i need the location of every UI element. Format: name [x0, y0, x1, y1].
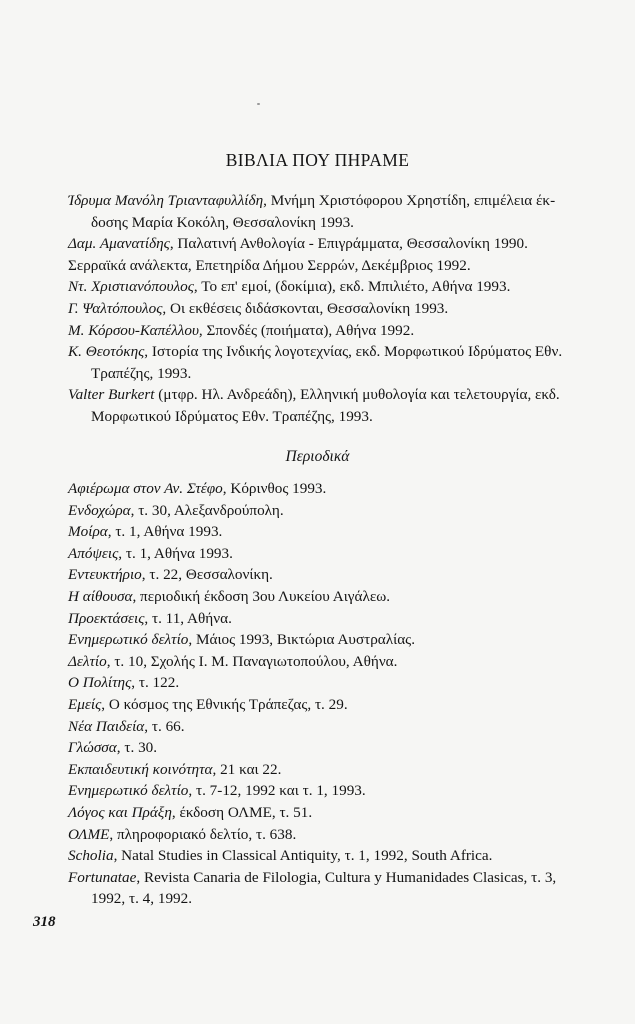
- periodical-details: , 21 και 22.: [212, 760, 282, 778]
- periodical-details: , Revista Canaria de Filologia, Cultura y Humanidades Clasicas, τ. 3, 1992, τ. 4, 1992.: [91, 868, 557, 908]
- book-details: Σερραϊκά ανάλεκτα, Επετηρίδα Δήμου Σερρών, Δεκέμβριος 1992.: [68, 256, 471, 274]
- periodical-details: , τ. 122.: [131, 674, 180, 692]
- periodical-title: Γλώσσα: [68, 739, 117, 757]
- periodical-entry: [68, 500, 588, 522]
- periodical-title: Προεκτάσεις: [68, 609, 145, 627]
- periodical-details: , τ. 30, Αλεξανδρούπολη.: [130, 501, 284, 519]
- periodical-entry: [68, 478, 588, 500]
- book-author: Ντ. Χριστιανόπουλος: [68, 278, 194, 296]
- periodical-title: Αφιέρωμα στον Αν. Στέφο: [68, 480, 223, 497]
- book-entry: [68, 320, 588, 342]
- periodical-title: Ενδοχώρα: [68, 501, 131, 519]
- periodical-details: , τ. 66.: [144, 717, 185, 735]
- periodical-entry: [68, 780, 588, 802]
- periodical-details: , τ. 1, Αθήνα 1993.: [107, 523, 223, 541]
- periodical-entry: [68, 672, 588, 694]
- book-entry: [68, 255, 588, 277]
- periodical-entry: [68, 824, 588, 846]
- books-list: [68, 190, 588, 428]
- periodical-entry: [68, 716, 588, 738]
- periodical-title: Απόψεις: [68, 544, 119, 562]
- periodical-details: , τ. 22, Θεσσαλονίκη.: [141, 566, 273, 584]
- periodical-entry: [68, 564, 588, 586]
- book-author: Κ. Θεοτόκης: [68, 343, 145, 361]
- periodical-title: Εμείς: [68, 695, 102, 713]
- periodical-title: ΟΛΜΕ: [68, 825, 110, 843]
- periodical-entry: [68, 543, 588, 565]
- book-entry: [68, 298, 588, 320]
- periodical-details: , Ο κόσμος της Εθνικής Τράπεζας, τ. 29.: [101, 695, 348, 713]
- periodicals-heading: Περιοδικά: [285, 448, 350, 465]
- book-details: , Ιστορία της Ινδικής λογοτεχνίας, εκδ. Μορφωτικού Ιδρύματος Εθν. Τραπέζης, 1993.: [91, 343, 563, 382]
- periodical-title: Νέα Παιδεία: [68, 717, 145, 735]
- periodical-details: , τ. 11, Αθήνα.: [144, 609, 232, 627]
- book-details: , Οι εκθέσεις διδάσκονται, Θεσσαλονίκη 1993.: [162, 299, 449, 317]
- periodical-title: Εκπαιδευτική κοινότητα: [68, 760, 213, 778]
- book-author: Γ. Ψαλτόπουλος: [68, 299, 163, 317]
- periodical-entry: [68, 737, 588, 759]
- periodical-details: , τ. 10, Σχολής Ι. Μ. Παναγιωτοπούλου, Αθήνα.: [106, 652, 398, 670]
- book-author: Δαμ. Αμανατίδης: [68, 235, 170, 253]
- periodical-details: , περιοδική έκδοση 3ου Λυκείου Αιγάλεω.: [132, 587, 391, 605]
- periodical-entry: [68, 586, 588, 608]
- page-title: ΒΙΒΛΙΑ ΠΟΥ ΠΗΡΑΜΕ: [225, 150, 410, 170]
- book-author: Valter Burkert: [68, 386, 155, 404]
- periodical-entry: [68, 759, 588, 781]
- periodical-entry: [68, 845, 588, 867]
- book-entry: [68, 341, 588, 384]
- periodical-entry: [68, 608, 588, 630]
- periodical-details: , Natal Studies in Classical Antiquity, τ. 1, 1992, South Africa.: [113, 847, 493, 865]
- book-entry: [68, 233, 588, 255]
- periodical-entry: [68, 867, 588, 910]
- periodical-title: Μοίρα: [68, 523, 108, 541]
- book-details: , Σπονδές (ποιήματα), Αθήνα 1992.: [198, 321, 415, 339]
- periodical-entry: [68, 802, 588, 824]
- periodical-title: Εντευκτήριο: [68, 566, 142, 584]
- periodical-entry: [68, 629, 588, 651]
- book-details: (μτφρ. Ηλ. Ανδρεάδη), Ελληνική μυθολογία και τελετουργία, εκδ. Μορφωτικού Ιδρύματος Εθν. Τραπέζης, 1993.: [91, 386, 560, 425]
- periodical-entry: [68, 694, 588, 716]
- page-number: 318: [33, 914, 56, 930]
- periodical-entry: [68, 521, 588, 543]
- periodical-details: , τ. 1, Αθήνα 1993.: [118, 544, 233, 562]
- book-entry: [68, 190, 588, 233]
- periodical-title: Ο Πολίτης: [68, 674, 132, 692]
- periodical-details: , πληροφοριακό δελτίο, τ. 638.: [109, 825, 297, 843]
- periodical-details: , Κόρινθος 1993.: [222, 480, 327, 497]
- book-entry: [68, 384, 588, 427]
- periodical-title: Fortunatae: [68, 868, 137, 886]
- periodical-title: Ενημερωτικό δελτίο: [68, 631, 189, 649]
- periodical-title: Δελτίο: [68, 652, 107, 670]
- book-details: , Παλατινή Ανθολογία - Επιγράμματα, Θεσσαλονίκη 1990.: [169, 235, 528, 253]
- periodical-details: , έκδοση ΟΛΜΕ, τ. 51.: [171, 803, 313, 821]
- scan-speck: [257, 103, 260, 105]
- periodical-details: , τ. 7-12, 1992 και τ. 1, 1993.: [188, 782, 366, 800]
- book-author: Μ. Κόρσου-Καπέλλου: [68, 321, 199, 339]
- periodicals-list: [68, 478, 588, 910]
- book-entry: [68, 276, 588, 298]
- periodical-title: Scholia: [68, 847, 114, 865]
- periodical-title: Η αίθουσα: [68, 587, 133, 605]
- book-details: , Μνήμη Χριστόφορου Χρηστίδη, επιμέλεια έκ-δοσης Μαρία Κοκόλη, Θεσσαλονίκη 1993.: [91, 192, 556, 231]
- periodical-details: , τ. 30.: [116, 739, 158, 757]
- periodical-title: Λόγος και Πράξη: [68, 803, 172, 821]
- book-details: , Το επ' εμοί, (δοκίμια), εκδ. Μπιλιέτο, Αθήνα 1993.: [193, 278, 511, 296]
- periodical-details: , Μάιος 1993, Βικτώρια Αυστραλίας.: [188, 631, 415, 649]
- periodical-entry: [68, 651, 588, 673]
- periodical-title: Ενημερωτικό δελτίο: [68, 782, 189, 800]
- book-author: Ίδρυμα Μανόλη Τριανταφυλλίδη: [68, 192, 264, 209]
